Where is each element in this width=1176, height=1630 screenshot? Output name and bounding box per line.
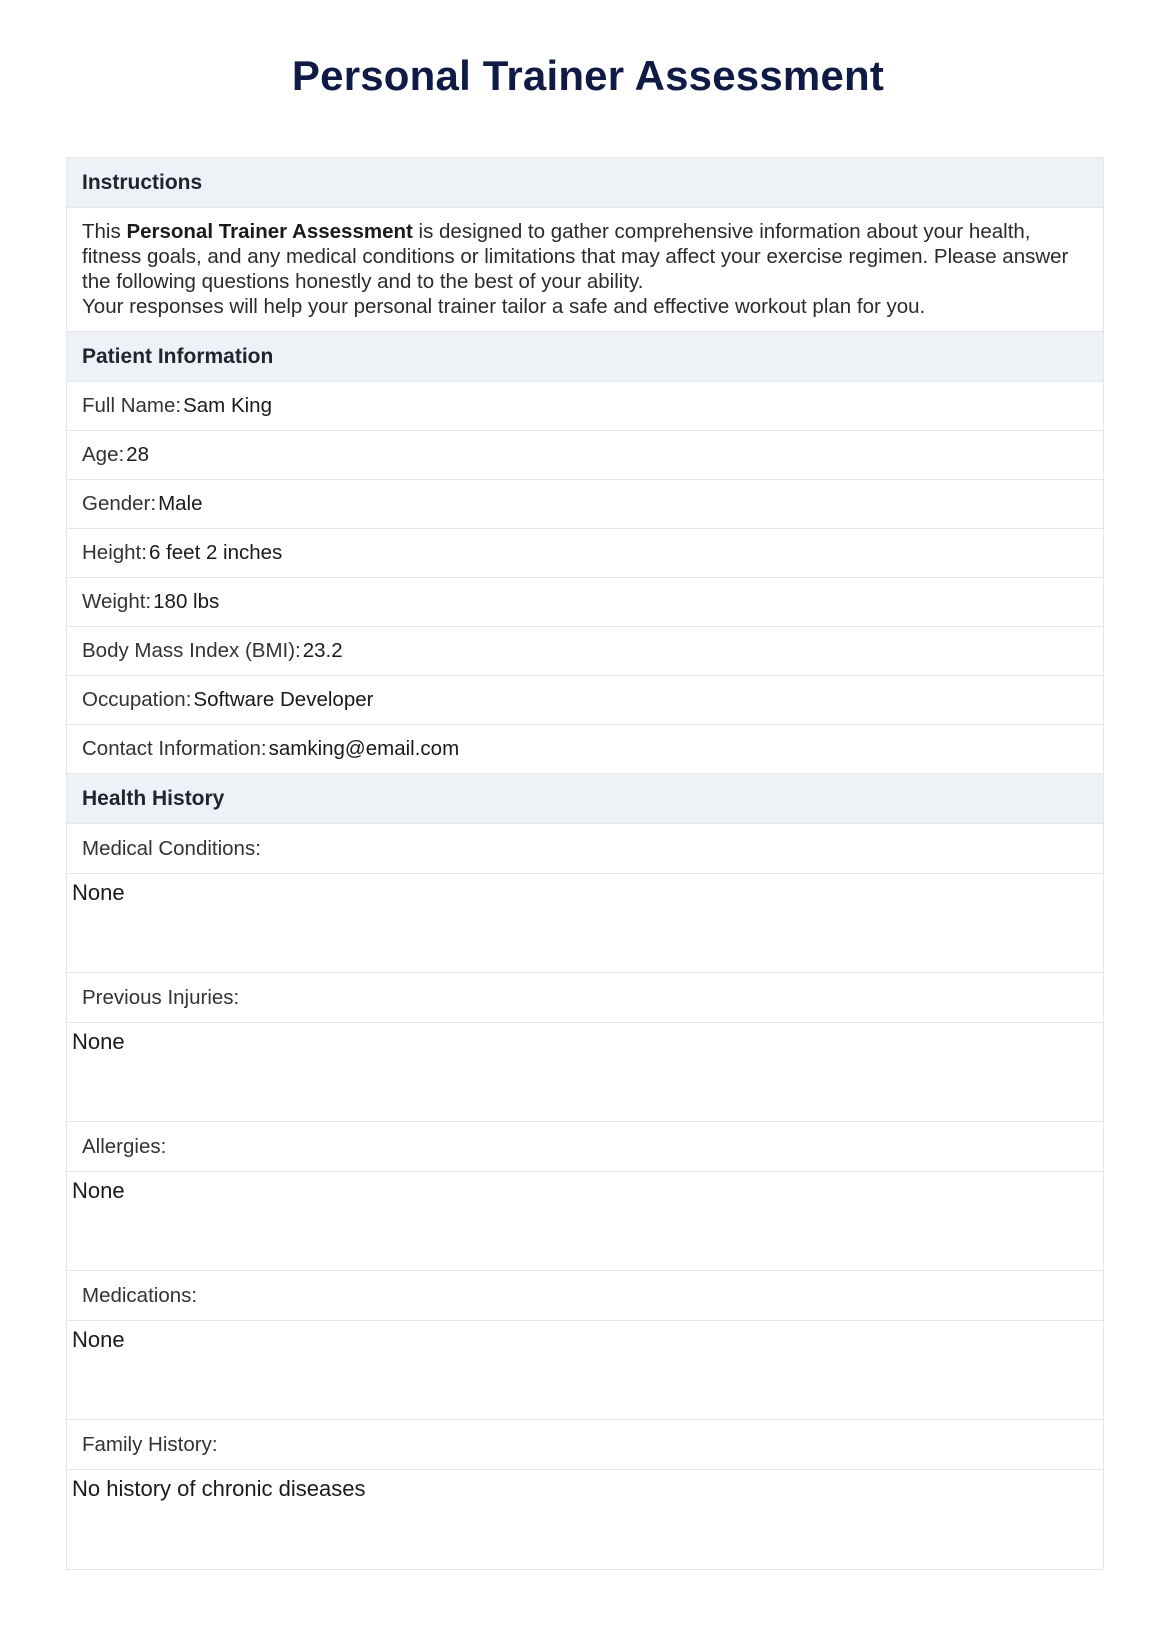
patient-info-header: Patient Information [67, 332, 1103, 382]
field-label: Age: [82, 443, 125, 466]
instructions-line-2: Your responses will help your personal trainer tailor a safe and effective workout plan for you. [82, 295, 926, 318]
weight-row [67, 578, 1103, 627]
gender-field[interactable]: Male [158, 492, 203, 515]
previous-injuries-field[interactable]: None [67, 1023, 1103, 1122]
family-history-field[interactable]: No history of chronic diseases [72, 1476, 366, 1501]
instructions-text [67, 208, 1103, 332]
page-title: Personal Trainer Assessment [291, 52, 885, 99]
instructions-bold-title: Personal Trainer Assessment [126, 220, 413, 243]
assessment-form [66, 157, 1104, 1570]
field-label: Occupation: [82, 688, 192, 711]
field-label: Weight: [82, 590, 152, 613]
allergies-label: Allergies: [67, 1122, 1103, 1172]
field-label: Height: [82, 541, 147, 564]
height-row [67, 529, 1103, 578]
weight-field[interactable]: 180 lbs [153, 590, 220, 613]
bmi-row [67, 627, 1103, 676]
medical-conditions-field[interactable]: None [67, 874, 1103, 973]
field-label: Contact Information: [82, 737, 267, 760]
gender-row [67, 480, 1103, 529]
height-field[interactable]: 6 feet 2 inches [148, 541, 283, 564]
full-name-field[interactable]: Sam King [183, 394, 272, 417]
previous-injuries-label: Previous Injuries: [67, 973, 1103, 1023]
field-label: Gender: [82, 492, 157, 515]
instructions-body-text: is designed to gather comprehensive information about your health, fitness goals, and any medical conditions or limitations that may affect your exercise regimen. Please answer the following questions honestly and to the best of your ability. [82, 220, 1069, 293]
bmi-field[interactable]: 23.2 [302, 639, 343, 662]
field-label: Full Name: [82, 394, 182, 417]
full-name-row [67, 382, 1103, 431]
allergies-field[interactable]: None [67, 1172, 1103, 1271]
medications-label: Medications: [67, 1271, 1103, 1321]
instructions-intro: This [82, 220, 127, 243]
age-row [67, 431, 1103, 480]
field-label: Body Mass Index (BMI): [82, 639, 301, 662]
instructions-header: Instructions [67, 158, 1103, 208]
family-history-label: Family History: [67, 1420, 1103, 1470]
contact-field[interactable]: samking@email.com [268, 737, 460, 760]
medical-conditions-label: Medical Conditions: [67, 824, 1103, 874]
medications-field[interactable]: None [67, 1321, 1103, 1420]
age-field[interactable]: 28 [126, 443, 149, 466]
occupation-field[interactable]: Software Developer [193, 688, 374, 711]
health-history-header: Health History [67, 774, 1103, 824]
occupation-row [67, 676, 1103, 725]
contact-row [67, 725, 1103, 774]
